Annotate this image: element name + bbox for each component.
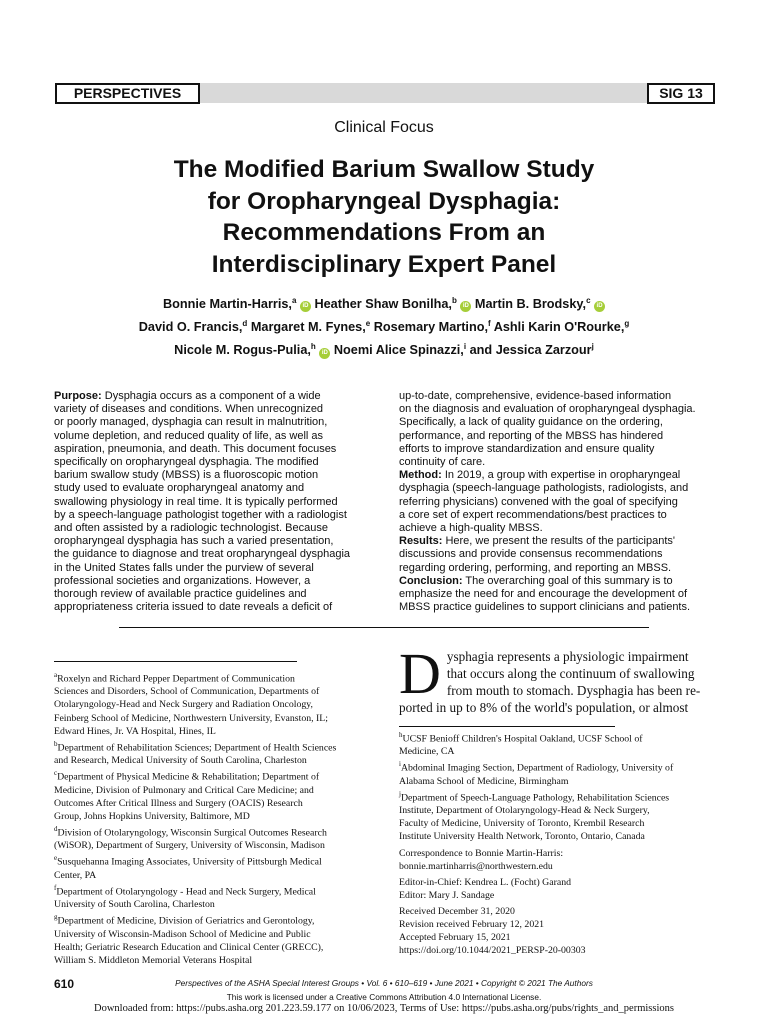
abstract-line: barium swallow study (MBSS) is a fluoroscopic motion [54,469,319,482]
author-name: Margaret M. Fynes, [250,320,366,335]
abstract-line: and often assisted by a radiologic technologist. Because [54,522,328,535]
body-line: ysphagia represents a physiologic impairment [446,649,689,664]
affiliation-line: Health; Geriatric Research Education and Clinical Center (GRECC), [54,941,324,953]
affiliation-line: Medicine, CA [399,746,455,758]
orcid-icon[interactable]: iD [300,301,311,312]
author-line: Nicole M. Rogus-Pulia,$^h$ iD Noemi Alice Spinazzi,$^i$ and Jessica Zarzour$^j$ [174,342,594,358]
abstract-line: in the United States falls under the purview of several [54,561,314,574]
abstract-line: Purpose: Dysphagia occurs as a component of a wide [54,390,321,402]
download-notice: Downloaded from: https://pubs.asha.org 201.223.59.177 on 10/06/2023, Terms of Use: https://pubs.asha.org/pubs/rights_and_permissions [94,1003,674,1014]
orcid-icon[interactable]: iD [460,301,471,312]
abstract-line: thorough review of available practice guidelines and [54,588,307,601]
author-name: Bonnie Martin-Harris, [162,297,292,312]
affiliation-line: University of South Carolina, Charleston [54,899,215,911]
orcid-icon[interactable]: iD [319,348,330,359]
abstract-line: volume depletion, and reduced quality of life, as well as [54,429,324,442]
affiliation-line: Faculty of Medicine, University of Toronto, Krembil Research [399,818,645,830]
affiliation-line: Feinberg School of Medicine, Northwestern University, Evanston, IL; [54,712,328,724]
affiliation-line: Medicine, Division of Pulmonary and Critical Care Medicine; and [54,784,314,796]
editor-in-chief: Editor-in-Chief: Kendrea L. (Focht) Garand [399,876,572,888]
abstract-line: discussions and provide consensus recommendations [399,548,663,561]
journal-citation: Perspectives of the ASHA Special Interest Groups • Vol. 6 • 610–619 • June 2021 • Copyright © 2021 The Authors [175,978,593,988]
affiliation: $^e$Susquehanna Imaging Associates, University of Pittsburgh Medical [54,854,322,868]
author-list [84,291,684,361]
abstract-line: emphasize the need for and encourage the development of [399,588,688,601]
affiliation-line: Otolaryngology-Head and Neck Surgery and Radiation Oncology, [54,699,314,711]
abstract-line: by a speech-language pathologist together with a radiologist [54,508,347,521]
author-name: Rosemary Martino, [373,320,488,335]
received-date: Received December 31, 2020 [399,905,515,917]
affiliation-line: Center, PA [54,869,97,881]
abstract-line: efforts to improve standardization and ensure quality [399,442,655,455]
abstract-line: the guidance to diagnose and treat oropharyngeal dysphagia [54,548,351,561]
abstract-line: professional societies and organizations. However, a [54,574,311,587]
abstract-line: achieve a high-quality MBSS. [399,522,543,535]
abstract-line: Results: Here, we present the results of the participants' [399,535,676,548]
abstract-line: continuity of care. [399,456,486,469]
abstract-line: up-to-date, comprehensive, evidence-based information [399,390,672,402]
sig-label: SIG 13 [647,83,715,104]
affiliation: $^b$Department of Rehabilitation Sciences; Department of Health Sciences [54,739,337,753]
affiliation-line: William S. Middleton Memorial Veterans Hospital [54,954,253,966]
affiliation-line: Sciences and Disorders, School of Communication, Departments of [54,686,320,698]
abstract-line: aspiration, pneumonia, and death. This document focuses [54,442,337,455]
affiliation-line: Group, Johns Hopkins University, Baltimore, MD [54,810,250,822]
affiliation-line: Outcomes After Critical Illness and Surgery (OACIS) Research [54,797,303,809]
affiliation: $^c$Department of Physical Medicine & Rehabilitation; Department of [54,769,320,783]
method-label: Method: [399,469,442,482]
abstract-line: dysphagia (speech-language pathologists, radiologists, and [399,482,689,495]
author-name: Ashli Karin O'Rourke, [493,320,625,335]
footnote-rule [54,661,297,662]
correspondence-line: Correspondence to Bonnie Martin-Harris: [399,847,564,859]
affiliation-line: Edward Hines, Jr. VA Hospital, Hines, IL [54,725,216,737]
editor: Editor: Mary J. Sandage [399,889,495,901]
affiliation: $^i$Abdominal Imaging Section, Department of Radiology, University of [399,760,674,774]
abstract-right-column [399,390,717,614]
title-line: The Modified Barium Swallow Study [173,156,595,183]
abstract-line: on the diagnosis and evaluation of oropharyngeal dysphagia. [399,403,696,416]
abstract-line: specifically on oropharyngeal dysphagia. The modified [54,456,319,469]
drop-cap: D [399,641,441,706]
results-label: Results: [399,535,443,548]
author-line: Bonnie Martin-Harris,$^a$ iD Heather Shaw Bonilha,$^b$ iD Martin B. Brodsky,$^c$ iD [84,291,684,314]
body-line: that occurs along the continuum of swallowing [446,666,695,681]
affiliation-line: University of Wisconsin-Madison School of Medicine and Public [54,928,311,940]
affiliation: $^f$Department of Otolaryngology - Head and Neck Surgery, Medical [54,883,316,897]
title-line: Recommendations From an [222,219,546,246]
page-number: 610 [54,977,75,991]
abstract-line: variety of diseases and conditions. When unrecognized [54,403,324,416]
revision-date: Revision received February 12, 2021 [399,919,545,931]
abstract-line: referring physicians) convened with the goal of specifying [399,495,678,508]
abstract-line: performance, and reporting of the MBSS has hindered [399,429,664,442]
author-line: David O. Francis,$^d$ Margaret M. Fynes,$^e$ Rosemary Martino,$^f$ Ashli Karin O'Rourke,$^g$ [138,319,630,335]
title-line: for Oropharyngeal Dysphagia: [207,187,561,215]
body-line: from mouth to stomach. Dysphagia has been re- [446,683,701,698]
abstract-line: or poorly managed, dysphagia can result in malnutrition, [54,416,328,429]
affiliation: $^j$Department of Speech-Language Pathology, Rehabilitation Sciences [399,789,670,804]
body-paragraph [399,641,717,716]
affiliation-line: Institute, Department of Otolaryngology-Head & Neck Surgery, [399,805,650,817]
conclusion-label: Conclusion: [399,574,463,587]
correspondence-email[interactable]: bonnie.martinharris@northwestern.edu [399,860,553,872]
affiliation-line: Institute University Health Network, Toronto, Ontario, Canada [399,831,645,843]
affiliation: $^h$UCSF Benioff Children's Hospital Oakland, UCSF School of [399,731,643,745]
affiliations-right [399,729,719,957]
abstract-line: Specifically, a lack of quality guidance on the ordering, [399,416,663,429]
purpose-label: Purpose: [54,390,102,402]
article-kicker: Clinical Focus [334,119,434,136]
affiliations-left [54,669,384,967]
abstract-line: Conclusion: The overarching goal of this summary is to [399,574,673,587]
abstract-line: MBSS practice guidelines to support clinicians and patients. [399,601,691,614]
author-name: Heather Shaw Bonilha, [314,297,452,312]
accepted-date: Accepted February 15, 2021 [399,932,511,944]
author-name: David O. Francis, [138,320,243,335]
abstract-line: study used to evaluate oropharyngeal anatomy and [54,482,305,495]
orcid-icon[interactable]: iD [594,301,605,312]
abstract-line: regarding ordering, performing, and reporting an MBSS. [399,561,672,574]
affiliation-line: and Research, Medical University of South Carolina, Charleston [54,755,307,767]
affiliation-line: (WiSOR), Department of Surgery, University of Wisconsin, Madison [54,840,325,852]
abstract-line: swallowing physiology in real time. It is typically performed [54,495,338,508]
affiliation: $^d$Division of Otolaryngology, Wisconsin Surgical Outcomes Research [54,824,327,839]
article-title [84,154,684,280]
author-name: Martin B. Brodsky, [474,297,587,312]
section-label: PERSPECTIVES [55,83,200,104]
abstract-line: a core set of expert recommendations/best practices to [399,508,667,521]
abstract-line: appropriateness criteria issued to date reveals a deficit of [54,601,333,614]
footnote-rule [399,726,615,727]
abstract-line: Method: In 2019, a group with expertise in oropharyngeal [399,469,681,482]
affiliation-line: Alabama School of Medicine, Birmingham [399,775,569,787]
affiliation: $^a$Roxelyn and Richard Pepper Department of Communication [54,671,295,685]
title-line: Interdisciplinary Expert Panel [211,250,557,278]
abstract-line: oropharyngeal dysphagia has such a varied presentation, [54,535,334,548]
author-name: and Jessica Zarzour [469,343,592,358]
section-divider [119,627,649,628]
license-notice: This work is licensed under a Creative Commons Attribution 4.0 International License. [226,992,542,1002]
author-name: Nicole M. Rogus-Pulia, [174,343,311,358]
abstract-left-column [54,390,374,614]
author-name: Noemi Alice Spinazzi, [333,343,464,358]
doi-link[interactable]: https://doi.org/10.1044/2021_PERSP-20-00303 [399,945,586,957]
affiliation: $^g$Department of Medicine, Division of Geriatrics and Gerontology, [54,913,315,927]
body-line: ported in up to 8% of the world's population, or almost [399,700,689,715]
